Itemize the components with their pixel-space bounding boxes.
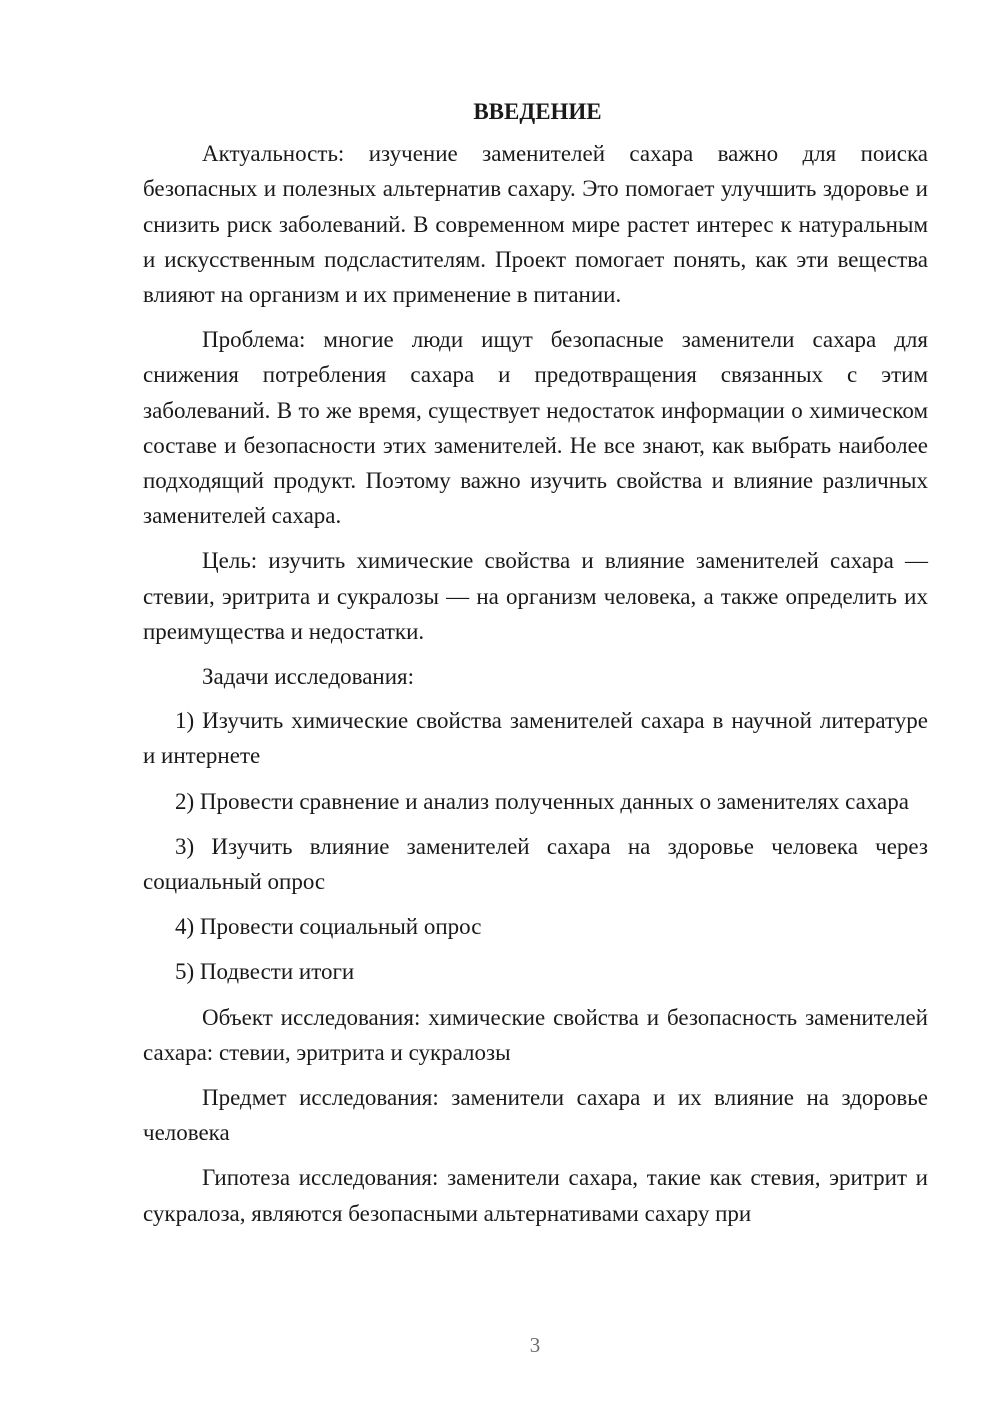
task-item-1: 1) Изучить химические свойства заменителей сахара в научной литературе и интернете: [143, 708, 928, 769]
task-item-2: 2) Провести сравнение и анализ полученных данных о заменителях сахара: [175, 788, 909, 814]
tasks-heading: Задачи исследования:: [202, 664, 415, 690]
subject-paragraph: Предмет исследования: заменители сахара и их влияние на здоровье человека: [143, 1085, 928, 1146]
task-item-3: 3) Изучить влияние заменителей сахара на здоровье человека через социальный опрос: [143, 833, 928, 895]
problem-paragraph: Проблема: многие люди ищут безопасные заменители сахара для снижения потребления сахара и предотвращения связанных с этим заболеваний. В то же время, существует недостаток информации о химическом составе и безопасности этих заменителей. Не все знают, как выбрать наиболее подходящий продукт. Поэтому важно изучить свойства и влияние различных заменителей сахара.: [143, 327, 928, 529]
task-item-5: 5) Подвести итоги: [175, 959, 355, 985]
page-body: [143, 94, 928, 1241]
page-title: ВВЕДЕНИЕ: [473, 99, 602, 124]
relevance-paragraph: Актуальность: изучение заменителей сахара важно для поиска безопасных и полезных альтернатив сахару. Это помогает улучшить здоровье и снизить риск заболеваний. В современном мире растет интерес к натуральным и искусственным подсластителям. Проект помогает понять, как эти вещества влияют на организм и их применение в питании.: [143, 141, 928, 308]
page-number: 3: [529, 1333, 541, 1357]
hypothesis-paragraph: Гипотеза исследования: заменители сахара, такие как стевия, эритрит и сукралоза, являются безопасными альтернативами сахару при: [143, 1165, 928, 1226]
object-paragraph: Объект исследования: химические свойства и безопасность заменителей сахара: стевии, эритрита и сукралозы: [143, 1004, 928, 1065]
goal-paragraph: Цель: изучить химические свойства и влияние заменителей сахара — стевии, эритрита и сукралозы — на организм человека, а также определить их преимущества и недостатки.: [143, 548, 928, 644]
task-item-4: 4) Провести социальный опрос: [175, 914, 482, 940]
